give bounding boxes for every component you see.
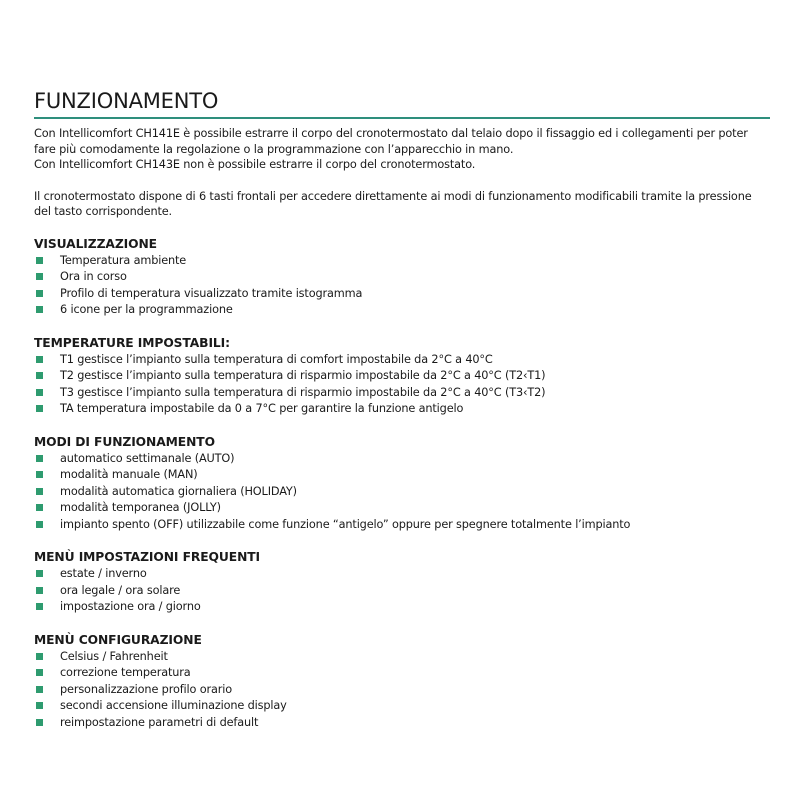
intro-line: del tasto corrispondente. (34, 205, 173, 218)
list-item: Profilo di temperatura visualizzato tramite istogramma (34, 286, 770, 303)
list-item: ora legale / ora solare (34, 583, 770, 600)
intro-paragraph (34, 126, 770, 173)
intro-line: fare più comodamente la regolazione o la programmazione con l’apparecchio in mano. (34, 142, 514, 156)
bullet-square-icon (36, 290, 43, 297)
bullet-square-icon (36, 570, 43, 577)
bullet-square-icon (36, 504, 43, 511)
section-menu-configurazione (34, 632, 770, 732)
intro-line: Con Intellicomfort CH141E è possibile estrarre il corpo del cronotermostato dal telaio dopo il fissaggio ed i collegamenti per poter (34, 127, 748, 140)
bullet-square-icon (36, 488, 43, 495)
bullet-list (34, 649, 770, 732)
bullet-square-icon (36, 587, 43, 594)
bullet-list (34, 352, 770, 418)
list-item: Temperatura ambiente (34, 253, 770, 270)
list-item: estate / inverno (34, 566, 770, 583)
section-menu-impostazioni-frequenti (34, 549, 770, 616)
section-modi-di-funzionamento (34, 434, 770, 534)
bullet-square-icon (36, 653, 43, 660)
list-item: reimpostazione parametri di default (34, 715, 770, 732)
list-item: modalità automatica giornaliera (HOLIDAY) (34, 484, 770, 501)
section-title: MENÙ IMPOSTAZIONI FREQUENTI (34, 550, 261, 564)
bullet-square-icon (36, 389, 43, 396)
bullet-square-icon (36, 719, 43, 726)
bullet-list (34, 451, 770, 534)
bullet-list (34, 253, 770, 319)
list-item: Ora in corso (34, 269, 770, 286)
bullet-square-icon (36, 669, 43, 676)
list-item: TA temperatura impostabile da 0 a 7°C per garantire la funzione antigelo (34, 401, 770, 418)
list-item: Celsius / Fahrenheit (34, 649, 770, 666)
bullet-square-icon (36, 686, 43, 693)
list-item: impostazione ora / giorno (34, 599, 770, 616)
bullet-square-icon (36, 455, 43, 462)
intro-paragraph-2 (34, 189, 770, 220)
bullet-square-icon (36, 257, 43, 264)
bullet-list (34, 566, 770, 616)
bullet-square-icon (36, 603, 43, 610)
bullet-square-icon (36, 356, 43, 363)
list-item: T3 gestisce l’impianto sulla temperatura di risparmio impostabile da 2°C a 40°C (T3‹T2) (34, 385, 770, 402)
bullet-square-icon (36, 306, 43, 313)
list-item: personalizzazione profilo orario (34, 682, 770, 699)
section-visualizzazione (34, 236, 770, 319)
list-item: 6 icone per la programmazione (34, 302, 770, 319)
list-item: modalità temporanea (JOLLY) (34, 500, 770, 517)
list-item: modalità manuale (MAN) (34, 467, 770, 484)
intro-line: Il cronotermostato dispone di 6 tasti frontali per accedere direttamente ai modi di funzionamento modificabili tramite la pressione (34, 189, 752, 203)
page-title: FUNZIONAMENTO (34, 89, 219, 113)
intro-line: Con Intellicomfort CH143E non è possibile estrarre il corpo del cronotermostato. (34, 158, 476, 171)
list-item: T2 gestisce l’impianto sulla temperatura di risparmio impostabile da 2°C a 40°C (T2‹T1) (34, 368, 770, 385)
document-page (34, 88, 770, 731)
list-item: T1 gestisce l’impianto sulla temperatura di comfort impostabile da 2°C a 40°C (34, 352, 770, 369)
bullet-square-icon (36, 471, 43, 478)
bullet-square-icon (36, 702, 43, 709)
section-title: MENÙ CONFIGURAZIONE (34, 632, 202, 647)
list-item: impianto spento (OFF) utilizzabile come funzione “antigelo” oppure per spegnere totalmente l’impianto (34, 517, 770, 534)
bullet-square-icon (36, 405, 43, 412)
section-title: VISUALIZZAZIONE (34, 236, 157, 251)
bullet-square-icon (36, 372, 43, 379)
list-item: automatico settimanale (AUTO) (34, 451, 770, 468)
bullet-square-icon (36, 521, 43, 528)
section-temperature-impostabili (34, 335, 770, 418)
list-item: correzione temperatura (34, 665, 770, 682)
section-title: TEMPERATURE IMPOSTABILI: (34, 335, 230, 350)
list-item: secondi accensione illuminazione display (34, 698, 770, 715)
section-title: MODI DI FUNZIONAMENTO (34, 434, 215, 449)
bullet-square-icon (36, 273, 43, 280)
title-underline (34, 117, 770, 119)
